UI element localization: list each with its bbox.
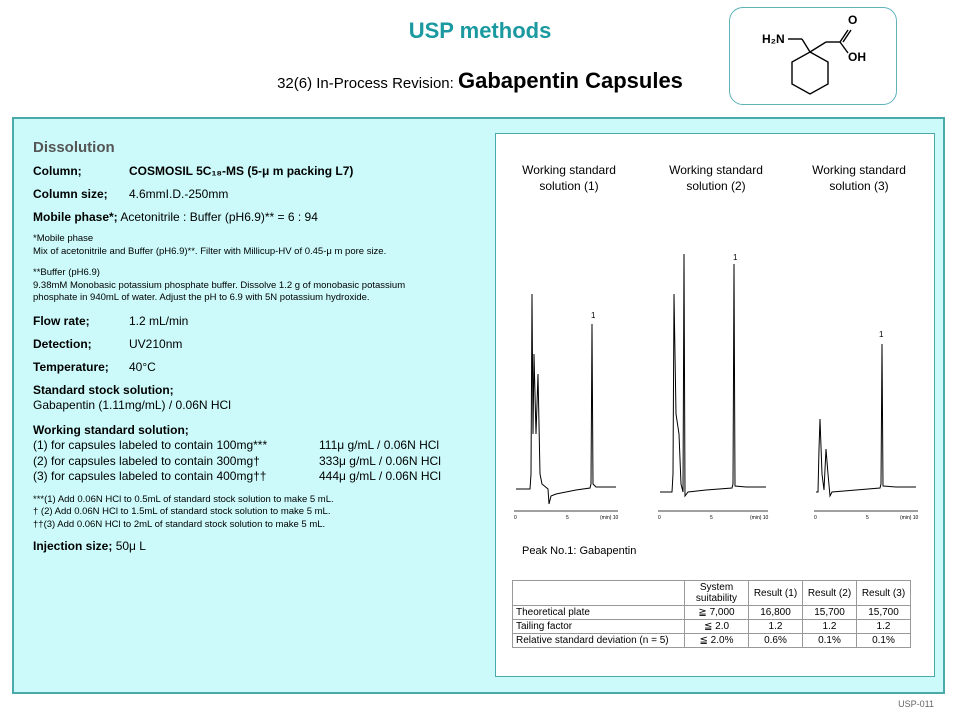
peak-label-3: 1: [879, 330, 884, 339]
mobile-phase-note: *Mobile phase Mix of acetonitrile and Buffer (pH6.9)**. Filter with Millicup-HV of 0.45-μ m pore size.: [33, 233, 387, 257]
footer-code: USP-011: [898, 699, 934, 709]
chromatograms: [496, 234, 936, 524]
mobile-phase-row: Mobile phase*; Acetonitrile : Buffer (pH6.9)** = 6 : 94: [33, 210, 318, 224]
chromatogram-label-3: Working standard solution (3): [812, 163, 906, 193]
working-row: (2) for capsules labeled to contain 300mg† 333μ g/mL / 0.06N HCl: [33, 453, 441, 468]
tick-label: (min) 10: [900, 515, 919, 521]
carbonyl-oxygen: O: [848, 13, 858, 27]
footnotes: ***(1) Add 0.06N HCl to 0.5mL of standard stock solution to make 5 mL. † (2) Add 0.06N HCl to 1.5mL of standard stock solution to make 5 mL. ††(3) Add 0.06N HCl to 2mL of standard stock solution to make 5 mL.: [33, 493, 334, 530]
drug-name: Gabapentin Capsules: [457, 68, 683, 93]
subtitle-prefix: 32(6) In-Process Revision:: [277, 75, 458, 92]
page-title: USP methods: [408, 18, 552, 43]
flow-rate-value: 1.2 mL/min: [129, 313, 189, 328]
chromatogram-trace-3: [816, 344, 916, 496]
column-value: COSMOSIL 5C₁₈-MS (5-μ m packing L7): [129, 164, 354, 178]
peak-note: Peak No.1: Gabapentin: [522, 545, 637, 557]
section-title: Dissolution: [33, 139, 115, 156]
gabapentin-structure-diagram: [730, 8, 898, 106]
peak-label-1: 1: [591, 311, 596, 320]
amine-label: H₂N: [762, 32, 785, 46]
tick-label: 5: [566, 515, 569, 521]
chromatogram-label-2: Working standard solution (2): [669, 163, 763, 193]
temperature-row: Temperature; 40°C: [33, 359, 156, 374]
dissolution-method: [33, 139, 483, 562]
working-row: (3) for capsules labeled to contain 400mg†† 444μ g/mL / 0.06N HCl: [33, 469, 441, 483]
stock-value: Gabapentin (1.11mg/mL) / 0.06N HCl: [33, 398, 231, 412]
tick-label: 0: [514, 515, 517, 521]
column-row: Column; COSMOSIL 5C₁₈-MS (5-μ m packing L7): [33, 164, 354, 178]
hydroxyl-label: OH: [848, 50, 866, 64]
buffer-note: **Buffer (pH6.9) 9.38mM Monobasic potassium phosphate buffer. Dissolve 1.2 g of monobasic potassium phosphate in 940mL of water. Adjust the pH to 6.9 with 5N potassium hydroxide.: [33, 267, 406, 303]
table-row: Tailing factor ≦ 2.0 1.2 1.2 1.2: [513, 620, 911, 634]
table-header-row: System suitability Result (1) Result (2) Result (3): [513, 581, 911, 606]
chemical-structure: [729, 7, 897, 105]
injection-value: 50μ L: [115, 539, 146, 553]
mobile-phase-value: Acetonitrile : Buffer (pH6.9)** = 6 : 94: [120, 210, 318, 224]
column-size-row: Column size; 4.6mmI.D.-250mm: [33, 187, 229, 201]
tick-label: (min) 10: [600, 515, 619, 521]
tick-label: 5: [710, 515, 713, 521]
injection-row: Injection size; 50μ L: [33, 539, 146, 553]
chromatogram-panel: [495, 133, 935, 677]
detection-row: Detection; UV210nm: [33, 336, 183, 351]
peak-label-2: 1: [733, 253, 738, 262]
tick-label: 0: [814, 515, 817, 521]
table-row: Relative standard deviation (n = 5) ≦ 2.0% 0.6% 0.1% 0.1%: [513, 634, 911, 648]
column-size-value: 4.6mmI.D.-250mm: [129, 187, 229, 201]
chromatogram-label-1: Working standard solution (1): [522, 163, 616, 193]
chromatogram-trace-1: [516, 294, 616, 504]
working-solution: Working standard solution; (1) for capsules labeled to contain 100mg*** 111μ g/mL / 0.06N HCl (2) for capsules labeled to contain 300mg† 333μ g/mL / 0.06N HCl (3) for capsules labeled to contain 400mg†† 444μ g/mL / 0.06N HCl: [33, 423, 483, 485]
temperature-value: 40°C: [129, 359, 156, 374]
stock-solution: Standard stock solution; Gabapentin (1.11mg/mL) / 0.06N HCl: [33, 383, 483, 414]
working-row: (1) for capsules labeled to contain 100mg*** 111μ g/mL / 0.06N HCl: [33, 438, 440, 452]
content-panel: [12, 117, 945, 694]
flow-rate-row: Flow rate; 1.2 mL/min: [33, 313, 189, 328]
tick-label: (min) 10: [750, 515, 769, 521]
tick-label: 0: [658, 515, 661, 521]
table-row: Theoretical plate ≧ 7,000 16,800 15,700 15,700: [513, 606, 911, 620]
chromatogram-trace-2: [660, 254, 766, 496]
tick-label: 5: [866, 515, 869, 521]
detection-value: UV210nm: [129, 336, 183, 351]
results-table: [512, 580, 911, 648]
